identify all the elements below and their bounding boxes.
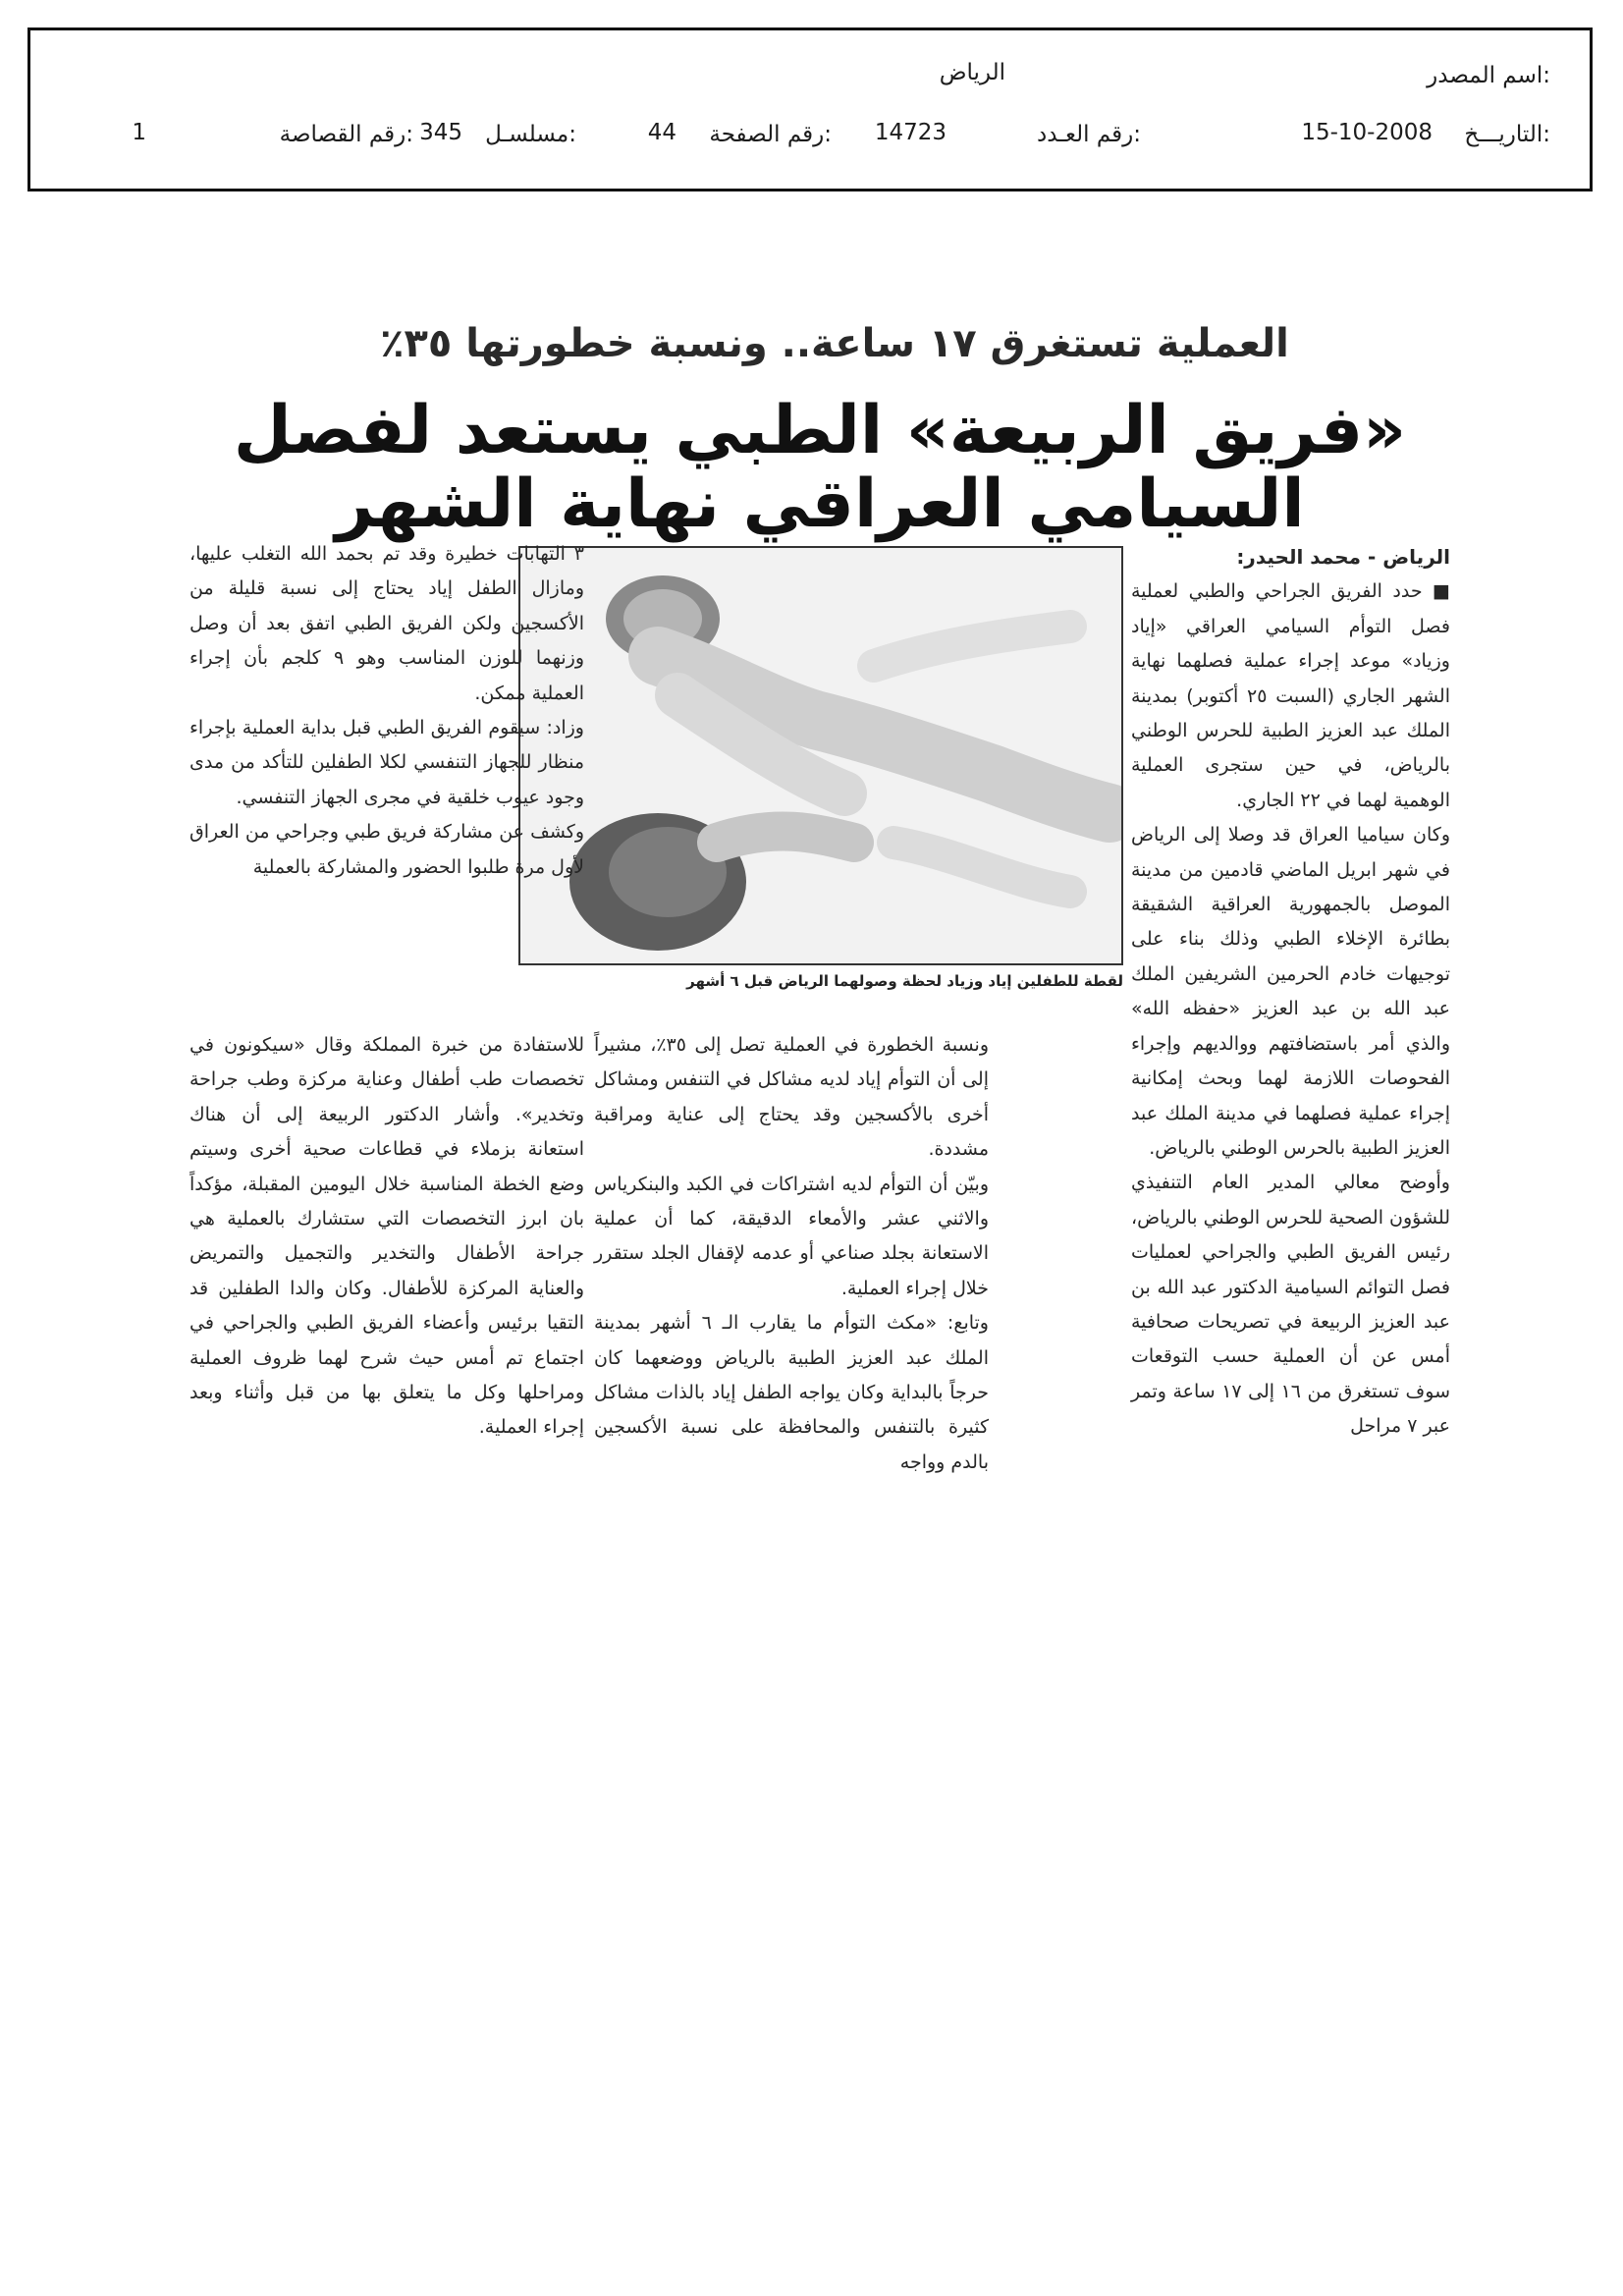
clip-value: 1 bbox=[132, 120, 146, 145]
column-1-paragraph: ■ حدد الفريق الجراحي والطبي لعملية فصل التوأم السيامي العراقي «إياد وزياد» موعد إجراء عملية فصلهما نهاية الشهر الجاري (السبت ٢٥ أكتوبر) بمدينة الملك عبد العزيز الطبية للحرس الوطني بالرياض، في حين ستجرى العملية الوهمية لهما في ٢٢ الجاري. bbox=[1131, 580, 1451, 811]
article-column-1 bbox=[1131, 540, 1450, 1445]
clip-label: رقم القصاصة: bbox=[279, 122, 413, 147]
source-value: الرياض bbox=[939, 60, 1005, 85]
conjoined-twins-photo-illustration bbox=[520, 548, 1121, 963]
article-photo bbox=[518, 546, 1123, 965]
column-3-paragraph: وزاد: سيقوم الفريق الطبي قبل بداية العملية بإجراء منظار للجهاز التنفسي لكلا الطفلين للتأكد من مدى وجود عيوب خلقية في مجرى الجهاز التنفسي. bbox=[189, 717, 584, 808]
article-column-3-top bbox=[189, 537, 584, 885]
column-1-paragraph: وكان سياميا العراق قد وصلا إلى الرياض في شهر ابريل الماضي قادمين من مدينة الموصل بالجمهورية العراقية الشقيقة بطائرة الإخلاء الطبي وذلك بناء على توجيهات خادم الحرمين الشريفين الملك عبد الله بن عبد العزيز «حفظه الله» والذي أمر باستضافتهم ووالديهم وإجراء الفحوصات اللازمة لهما وبحث إمكانية إجراء عملية فصلهما في مدينة الملك عبد العزيز الطبية بالحرس الوطني بالرياض. bbox=[1131, 824, 1450, 1159]
clipping-metadata-box bbox=[27, 27, 1593, 191]
article-byline: الرياض - محمد الحيدر: bbox=[1236, 545, 1450, 569]
page-value: 44 bbox=[647, 120, 676, 145]
serial-value: 345 bbox=[419, 120, 462, 145]
article-column-3-bottom bbox=[189, 1028, 584, 1446]
column-3-paragraph: وكشف عن مشاركة فريق طبي وجراحي من العراق لأول مرة طلبوا الحضور والمشاركة بالعملية bbox=[189, 821, 584, 878]
article-kicker: العملية تستغرق ١٧ ساعة.. ونسبة خطورتها ٣٥٪ bbox=[380, 321, 1289, 366]
page-label: رقم الصفحة: bbox=[709, 122, 832, 147]
issue-value: 14723 bbox=[874, 120, 947, 145]
column-3-paragraph: للاستفادة من خبرة المملكة وقال «سيكونون في تخصصات طب أطفال وعناية مركزة وطب جراحة وتخدير». وأشار الدكتور الربيعة إلى أن هناك استعانة بزملاء في قطاعات صحية أخرى وسيتم وضع الخطة المناسبة خلال اليومين المقبلة، مؤكداً بان ابرز التخصصات التي ستشارك بالعملية هي جراحة الأطفال والتخدير والتجميل والتمريض والعناية المركزة للأطفال. وكان والدا الطفلين قد التقيا برئيس وأعضاء الفريق الطبي والجراحي في اجتماع تم أمس حيث شرح لهما ظروف العملية ومراحلها وكل ما يتعلق بها من قبل وأثناء وبعد إجراء العملية. bbox=[189, 1034, 584, 1439]
date-label: التاريـــخ: bbox=[1464, 122, 1550, 147]
source-label: اسم المصدر: bbox=[1427, 63, 1550, 88]
issue-label: رقم العـدد: bbox=[1036, 122, 1141, 147]
column-1-paragraph: وأوضح معالي المدير العام التنفيذي للشؤون الصحية للحرس الوطني بالرياض، رئيس الفريق الطبي والجراحي لعمليات فصل التوائم السيامية الدكتور عبد الله بن عبد العزيز الربيعة في تصريحات صحافية أمس عن أن العملية حسب التوقعات سوف تستغرق من ١٦ إلى ١٧ ساعة وتمر عبر ٧ مراحل bbox=[1131, 1172, 1450, 1438]
serial-label: مسلسـل: bbox=[485, 122, 576, 147]
photo-caption: لقطة للطفلين إياد وزياد لحظة وصولهما الرياض قبل ٦ أشهر bbox=[686, 972, 1123, 990]
column-2-paragraph: وبيّن أن التوأم لديه اشتراكات في الكبد والبنكرياس والاثني عشر والأمعاء الدقيقة، كما أن عملية الاستعانة بجلد صناعي أو عدمه لإقفال الجلد ستقرر خلال إجراء العملية. bbox=[594, 1173, 989, 1299]
column-2-paragraph: ونسبة الخطورة في العملية تصل إلى ٣٥٪، مشيراً إلى أن التوأم إياد لديه مشاكل في التنفس ومشاكل أخرى بالأكسجين وقد يحتاج إلى عناية ومراقبة مشددة. bbox=[594, 1034, 990, 1161]
column-2-paragraph: وتابع: «مكث التوأم ما يقارب الـ ٦ أشهر بمدينة الملك عبد العزيز الطبية بالرياض ووضعهما كان حرجاً بالبداية وكان يواجه الطفل إياد بالذات مشاكل كثيرة بالتنفس والمحافظة على نسبة الأكسجين بالدم وواجه bbox=[594, 1312, 989, 1473]
article-column-2 bbox=[594, 1028, 989, 1480]
date-value: 15-10-2008 bbox=[1301, 120, 1433, 145]
column-3-paragraph: ٣ التهابات خطيرة وقد تم بحمد الله التغلب عليها، ومازال الطفل إياد يحتاج إلى نسبة قليلة من الأكسجين ولكن الفريق الطبي اتفق بعد أن وصل وزنهما للوزن المناسب وهو ٩ كلجم بأن إجراء العملية ممكن. bbox=[189, 543, 585, 704]
article-headline: «فريق الربيعة» الطبي يستعد لفصل السيامي العراقي نهاية الشهر bbox=[233, 392, 1407, 543]
